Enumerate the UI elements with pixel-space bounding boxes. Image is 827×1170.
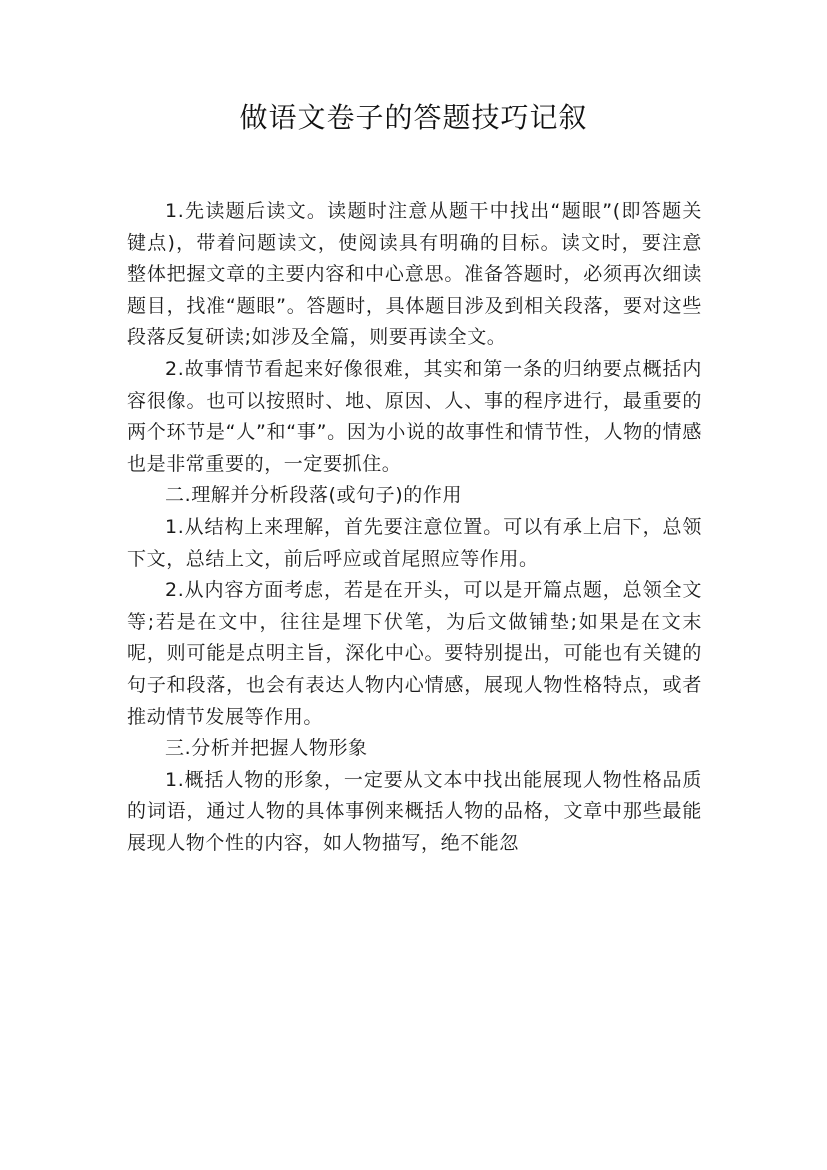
paragraph: 1.先读题后读文。读题时注意从题干中找出“题眼”(即答题关键点)，带着问题读文，使阅读具有明确的目标。读文时，要注意整体把握文章的主要内容和中心意思。准备答题时，必须再次细读题目，找准“题眼”。答题时，具体题目涉及到相关段落，要对这些段落反复研读;如涉及全篇，则要再读全文。 <box>127 200 702 349</box>
document-body <box>127 196 702 859</box>
section-heading: 三.分析并把握人物形象 <box>165 737 368 760</box>
document-title: 做语文卷子的答题技巧记叙 <box>239 101 588 134</box>
paragraph: 2.从内容方面考虑，若是在开头，可以是开篇点题，总领全文等;若是在文中，往往是埋下伏笔，为后文做铺垫;如果是在文末呢，则可能是点明主旨，深化中心。要特别提出，可能也有关键的句子和段落，也会有表达人物内心情感，展现人物性格特点，或者推动情节发展等作用。 <box>127 579 702 728</box>
paragraph: 1.概括人物的形象，一定要从文本中找出能展现人物性格品质的词语，通过人物的具体事例来概括人物的品格，文章中那些最能展现人物个性的内容，如人物描写，绝不能忽 <box>127 768 702 854</box>
paragraph: 1.从结构上来理解，首先要注意位置。可以有承上启下，总领下文，总结上文，前后呼应或首尾照应等作用。 <box>127 515 702 570</box>
section-heading: 二.理解并分析段落(或句子)的作用 <box>165 484 463 507</box>
paragraph: 2.故事情节看起来好像很难，其实和第一条的归纳要点概括内容很像。也可以按照时、地、原因、人、事的程序进行，最重要的两个环节是“人”和“事”。因为小说的故事性和情节性，人物的情感也是非常重要的，一定要抓住。 <box>127 357 702 475</box>
